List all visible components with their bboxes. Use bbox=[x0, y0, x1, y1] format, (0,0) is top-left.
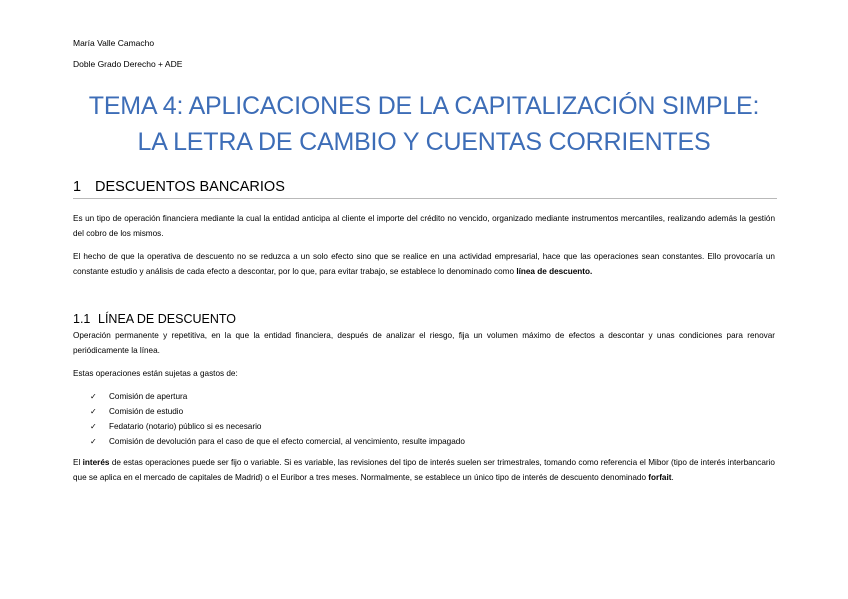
list-item-text: Comisión de apertura bbox=[109, 392, 188, 401]
document-title: TEMA 4: APLICACIONES DE LA CAPITALIZACIÓN SIMPLE: LA LETRA DE CAMBIO Y CUENTAS CORRIENTES bbox=[88, 92, 760, 156]
check-icon: ✓ bbox=[90, 422, 97, 431]
list-item bbox=[90, 389, 465, 404]
section-number: 1 bbox=[73, 179, 82, 195]
paragraph: Es un tipo de operación financiera mediante la cual la entidad anticipa al cliente el importe del crédito no vencido, organizado mediante instrumentos mercantiles, realizando además la gestión del cobro de los mismos. bbox=[73, 214, 775, 238]
subsection-heading bbox=[73, 312, 236, 326]
subsection-number: 1.1 bbox=[73, 312, 91, 326]
list-item bbox=[90, 419, 465, 434]
paragraph-text: El bbox=[73, 458, 83, 467]
list-item bbox=[90, 434, 465, 449]
paragraph-text: de estas operaciones puede ser fijo o variable. Si es variable, las revisiones del tipo de interés suelen ser trimestrales, tomando como referencia el Mibor (tipo de interés interbancario que se aplica en el mercado de capitales de Madrid) o el Euribor a tres meses. Normalmente, se establece un único tipo de interés de descuento denominado bbox=[73, 458, 775, 482]
check-icon: ✓ bbox=[90, 392, 97, 401]
paragraph bbox=[73, 249, 775, 279]
bold-term: línea de descuento. bbox=[516, 267, 593, 276]
bold-term: forfait bbox=[648, 473, 672, 482]
paragraph-text: . bbox=[671, 473, 674, 482]
check-icon: ✓ bbox=[90, 407, 97, 416]
list-item-text: Comisión de devolución para el caso de que el efecto comercial, al vencimiento, resulte impagado bbox=[109, 437, 465, 446]
degree-name: Doble Grado Derecho + ADE bbox=[73, 59, 183, 69]
list-item-text: Comisión de estudio bbox=[109, 407, 184, 416]
paragraph: Operación permanente y repetitiva, en la que la entidad financiera, después de analizar el riesgo, fija un volumen máximo de efectos a descontar y unas condiciones para renovar periódicamente la línea. bbox=[73, 331, 775, 355]
subsection-title: LÍNEA DE DESCUENTO bbox=[98, 312, 237, 326]
list-item-text: Fedatario (notario) público si es necesario bbox=[109, 422, 262, 431]
fee-list bbox=[90, 389, 465, 449]
list-item bbox=[90, 404, 465, 419]
author-name: María Valle Camacho bbox=[73, 38, 155, 48]
section-heading bbox=[73, 179, 777, 199]
paragraph bbox=[73, 455, 775, 485]
section-title: DESCUENTOS BANCARIOS bbox=[95, 179, 285, 195]
bold-term: interés bbox=[82, 458, 110, 467]
paragraph: Estas operaciones están sujetas a gastos de: bbox=[73, 369, 238, 378]
paragraph-text: El hecho de que la operativa de descuento no se reduzca a un solo efecto sino que se realice en una actividad empresarial, hace que las operaciones sean constantes. Ello provocaría un constante estudio y análisis de cada efecto a descontar, por lo que, para evitar trabajo, se establece lo denominado como bbox=[73, 252, 775, 276]
check-icon: ✓ bbox=[90, 437, 97, 446]
